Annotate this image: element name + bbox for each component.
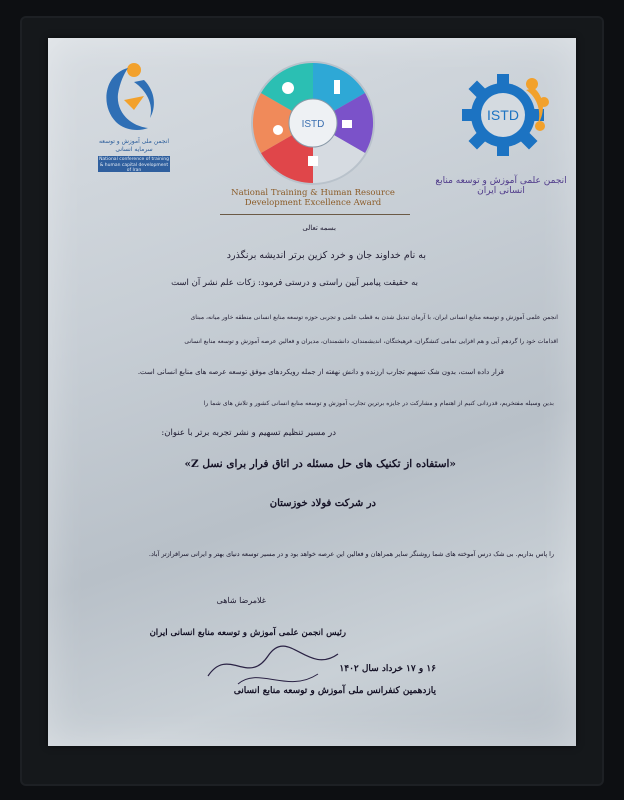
globe-icon: [282, 82, 294, 94]
left-logo-subcaption: National conference of training & human capital development of Iran: [99, 157, 169, 173]
award-caption: National Training & Human Resource Development Excellence Award: [231, 188, 395, 208]
istd-logo: [448, 60, 558, 170]
poem-line: به نام خداوند جان و خرد کزین برتر اندیشه برنگذرد: [226, 250, 426, 261]
experience-title: «استفاده از تکنیک های حل مسئله در اتاق فرار برای نسل Z»: [184, 458, 456, 470]
bismillah-heading: بسمه تعالی: [302, 224, 336, 232]
istd-caption: انجمن علمی آموزش و توسعه منابع انسانی ایران: [435, 176, 567, 196]
body-line-2: اقدامات خود را گردهم آیی و هم افزایی تمامی کنشگران، فرهیختگان، اندیشمندان، دانشمندان، مدیران و فعالین عرصه آموزش و توسعه منابع انسانی: [184, 338, 558, 345]
trophy-icon: [334, 80, 340, 94]
building-icon: [308, 156, 318, 166]
body-line-5: در مسیر تنظیم تسهیم و نشر تجربه برتر با عنوان:: [161, 428, 336, 438]
body-line-1: انجمن علمی آموزش و توسعه منابع انسانی ایران، با آرمان تبدیل شدن به قطب علمی و تجربی حوزه توسعه منابع انسانی منطقه خاور میانه، مبنای: [190, 314, 558, 321]
crescent-figure-icon: [94, 60, 174, 138]
signer-title: رئیس انجمن علمی آموزش و توسعه منابع انسانی ایران: [149, 628, 346, 638]
gear-icon: [448, 60, 558, 170]
istd-text: ISTD: [487, 107, 519, 123]
conference-name: یازدهمین کنفرانس ملی آموزش و توسعه منابع انسانی: [233, 686, 436, 696]
body-line-4: بدین وسیله مفتخریم، قدردانی کنیم از اهتمام و مشارکت در جایزه برترین تجارب آموزش و توسعه منابع انسانی کشور و تلاش های شما را: [203, 400, 554, 407]
company-name: در شرکت فولاد خوزستان: [269, 498, 376, 509]
conference-date: ۱۶ و ۱۷ خرداد سال ۱۴۰۲: [339, 664, 436, 674]
person-icon: [273, 125, 283, 135]
conference-logo: [94, 60, 174, 180]
people-icon: [342, 120, 352, 128]
certificate-plaque: [48, 38, 576, 746]
body-line-3: قرار داده است، بدون شک تسهیم تجارب ارزنده و دانش نهفته از جمله رویکردهای موفق توسعه عرصه های منابع انسانی است.: [137, 368, 504, 376]
award-inner-text: ISTD: [301, 119, 325, 130]
left-logo-caption: انجمن ملی آموزش و توسعه سرمایه انسانی: [98, 138, 170, 153]
hadith-line: به حقیقت پیامبر آیین راستی و درستی فرمود: زکات علم نشر آن است: [171, 278, 418, 288]
closing-line: را پاس بداریم. بی شک درس آموخته های شما روشنگر سایر همراهان و فعالین این عرصه خواهد بود و در مسیر توسعه دنیای بهتر و ایرانی سرافرازتر آباد.: [148, 550, 554, 558]
caption-divider: [220, 214, 410, 215]
signer-name: غلامرضا شاهی: [216, 596, 266, 605]
award-logo: [248, 58, 378, 188]
